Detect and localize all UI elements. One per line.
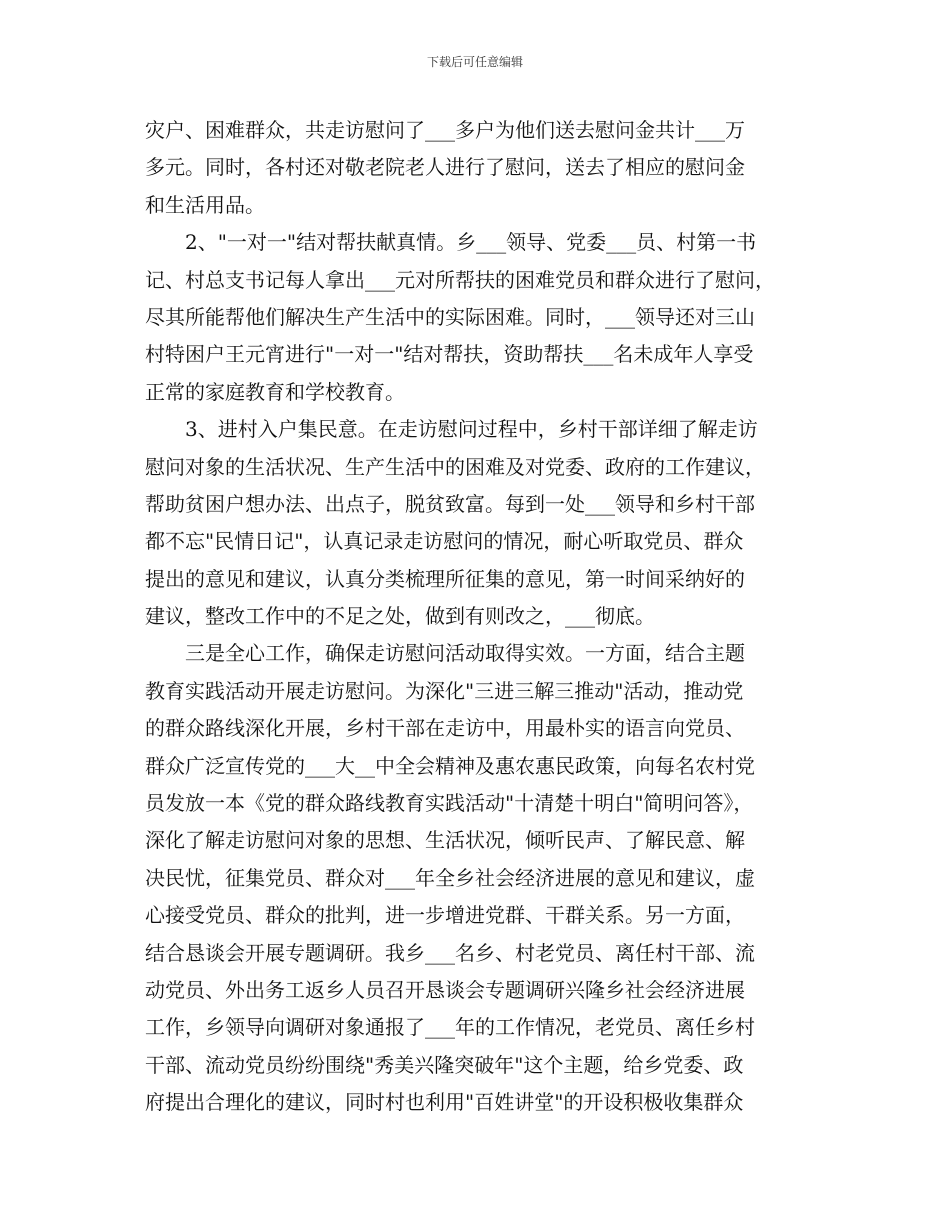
text-line: 工作，乡领导向调研对象通报了___年的工作情况，老党员、离任乡村 [145, 1015, 755, 1040]
text-line: 和生活用品。 [145, 192, 265, 217]
text-line: 尽其所能帮他们解决生产生活中的实际困难。同时，___领导还对三山 [145, 304, 755, 329]
text-line: 建议，整改工作中的不足之处，做到有则改之，___彻底。 [145, 604, 655, 629]
text-line: 的群众路线深化开展，乡村干部在走访中，用最朴实的语言向党员、 [145, 716, 745, 741]
text-line: 灾户、困难群众，共走访慰问了___多户为他们送去慰问金共计___万 [145, 118, 745, 142]
text-line: 村特困户王元宵进行"一对一"结对帮扶，资助帮扶___名未成年人享受 [145, 342, 754, 367]
text-line: 结合恳谈会开展专题调研。我乡___名乡、村老党员、离任村干部、流 [145, 940, 755, 965]
text-line: 心接受党员、群众的批判，进一步增进党群、干群关系。另一方面， [145, 903, 745, 928]
text-line: 慰问对象的生活状况、生产生活中的困难及对党委、政府的工作建议， [145, 454, 765, 479]
text-line: 3、进村入户集民意。在走访慰问过程中，乡村干部详细了解走访 [145, 417, 758, 442]
text-line: 教育实践活动开展走访慰问。为深化"三进三解三推动"活动，推动党 [145, 678, 744, 703]
text-line: 决民忧，征集党员、群众对___年全乡社会经济进展的意见和建议，虚 [145, 865, 755, 890]
text-line: 多元。同时，各村还对敬老院老人进行了慰问，送去了相应的慰问金 [145, 155, 745, 180]
text-line: 都不忘"民情日记"，认真记录走访慰问的情况，耐心听取党员、群众 [145, 529, 744, 554]
text-line: 记、村总支书记每人拿出___元对所帮扶的困难党员和群众进行了慰问， [145, 267, 775, 292]
text-line: 2、"一对一"结对帮扶献真情。乡___领导、党委___员、村第一书 [145, 230, 757, 255]
page-header: 下载后可任意编辑 [426, 55, 523, 69]
text-line: 府提出合理化的建议，同时村也利用"百姓讲堂"的开设积极收集群众 [145, 1090, 744, 1115]
text-line: 提出的意见和建议，认真分类梳理所征集的意见，第一时间采纳好的 [145, 566, 745, 591]
text-line: 群众广泛宣传党的___大__中全会精神及惠农惠民政策，向每名农村党 [145, 753, 755, 778]
text-line: 帮助贫困户想办法、出点子，脱贫致富。每到一处___领导和乡村干部 [145, 491, 755, 516]
text-line: 三是全心工作，确保走访慰问活动取得实效。一方面，结合主题 [145, 641, 745, 666]
text-line: 动党员、外出务工返乡人员召开恳谈会专题调研兴隆乡社会经济进展 [145, 977, 745, 1002]
document-body [145, 112, 805, 1122]
text-line: 深化了解走访慰问对象的思想、生活状况，倾听民声、了解民意、解 [145, 828, 745, 853]
text-line: 员发放一本《党的群众路线教育实践活动"十清楚十明白"简明问答》， [145, 791, 754, 816]
text-line: 干部、流动党员纷纷围绕"秀美兴隆突破年"这个主题，给乡党委、政 [145, 1052, 744, 1077]
text-line: 正常的家庭教育和学校教育。 [145, 379, 405, 404]
